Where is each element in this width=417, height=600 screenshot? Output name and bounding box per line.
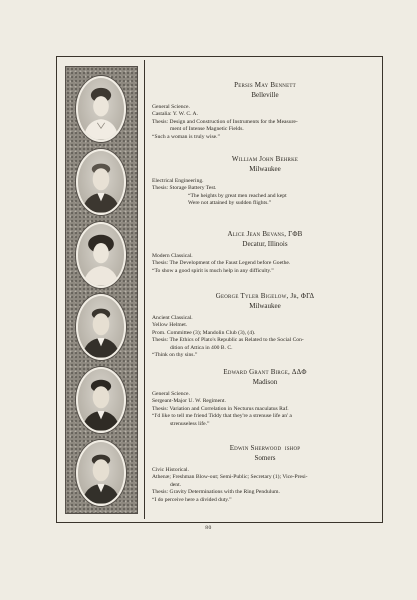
entry-behrke — [152, 155, 378, 208]
hometown: Decatur, Illinois — [242, 240, 288, 248]
activities: Prom. Committee (3); Mandolin Club (3), (4). — [152, 329, 256, 336]
quote: “I'd like to tell me friend Tiddy that they're a strenuse life an' a — [152, 413, 292, 420]
student-name: Alice Jean Bevans, ΓΦB — [227, 230, 303, 238]
course: Civic Historical. — [152, 467, 189, 473]
course: General Science. — [152, 104, 190, 110]
entry-bishop — [152, 444, 378, 504]
page-number: 80 — [205, 525, 212, 531]
entry-bigelow — [152, 292, 378, 359]
portrait-bishop — [76, 440, 126, 506]
thesis: Thesis: The Ethics of Plato's Republic as Related to the Social Con- — [152, 337, 304, 344]
activities-continued: dent. — [170, 481, 182, 488]
honors: Yellow Helmet. — [152, 322, 188, 329]
course: General Science. — [152, 391, 190, 397]
hometown: Madison — [252, 378, 278, 386]
student-name: William John Behrke — [231, 155, 299, 163]
quote-continued: strenuseless life.” — [170, 420, 210, 427]
quote: “I do perceive here a divided duty.” — [152, 496, 232, 503]
activities: Sergeant-Major U. W. Regiment. — [152, 398, 226, 405]
quote: “To show a good spirit is much help in any difficulty.” — [152, 267, 274, 274]
course: Electrical Engineering. — [152, 178, 204, 184]
thesis-continued: ment of Intense Magnetic Fields. — [170, 126, 244, 133]
column-divider — [144, 60, 145, 519]
quote-continued: Were not attained by sudden flights.” — [188, 200, 272, 207]
thesis: Thesis: Storage Battery Test. — [152, 185, 217, 192]
hometown: Milwaukee — [249, 302, 281, 310]
quote: “The heights by great men reached and kept — [188, 192, 287, 199]
course: Ancient Classical. — [152, 315, 193, 321]
portrait-birge — [76, 367, 126, 433]
entry-bennett — [152, 81, 378, 141]
entry-birge — [152, 368, 378, 428]
portrait-bevans — [76, 222, 126, 288]
portrait-bigelow — [76, 294, 126, 360]
portrait-bennett — [76, 76, 126, 142]
entry-bevans — [152, 230, 378, 275]
thesis: Thesis: Variation and Correlation in Necturus maculatus Raf. — [152, 405, 289, 412]
thesis: Thesis: Design and Construction of Instruments for the Measure- — [152, 118, 298, 125]
student-name: Edwin Sherwood ishop — [229, 444, 301, 452]
thesis: Thesis: Gravity Determinations with the Ring Pendulum. — [152, 489, 280, 496]
hometown: Belleville — [251, 91, 279, 99]
hometown: Somers — [254, 454, 276, 462]
activities: Athenæ; Freshman Blow-out; Semi-Public; Secretary (1); Vice-Presi- — [152, 474, 308, 481]
hometown: Milwaukee — [249, 165, 281, 173]
portrait-behrke — [76, 149, 126, 215]
course: Modern Classical. — [152, 253, 193, 259]
activities: Castalia: Y. W. C. A. — [152, 111, 198, 118]
student-name: George Tyler Bigelow, Jr, ΦΓΔ — [215, 292, 315, 300]
student-name: Edward Grant Birge, ΔΔΦ — [223, 368, 307, 376]
thesis-continued: dition of Attica in 400 B. C. — [170, 344, 233, 351]
thesis: Thesis: The Development of the Faust Legend before Goethe. — [152, 260, 291, 267]
student-name: Persis May Bennett — [234, 81, 296, 89]
quote: “Such a woman is truly wise.” — [152, 133, 221, 140]
quote: “Think on thy sins.” — [152, 352, 198, 359]
